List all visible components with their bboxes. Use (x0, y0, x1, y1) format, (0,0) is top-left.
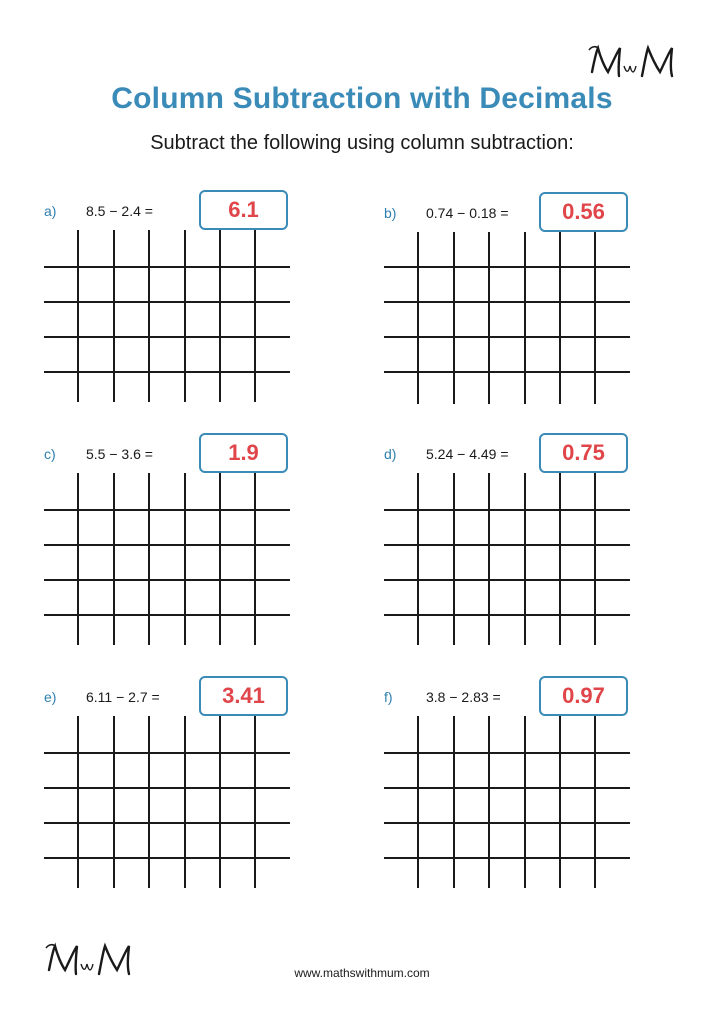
instructions: Subtract the following using column subtraction: (150, 132, 574, 154)
problem-expression: 5.5 − 3.6 = (86, 446, 153, 462)
answer-box: 0.56 (539, 192, 628, 232)
working-grid (384, 716, 630, 888)
website-url: www.mathswithmum.com (294, 966, 430, 980)
working-grid (44, 716, 290, 888)
problem-c (44, 433, 344, 653)
problem-letter: d) (384, 446, 397, 462)
answer-box: 3.41 (199, 676, 288, 716)
problem-letter: b) (384, 205, 397, 221)
problem-letter: e) (44, 689, 57, 705)
working-grid (384, 473, 630, 645)
problem-f (384, 676, 684, 896)
problem-letter: a) (44, 203, 57, 219)
problem-letter: f) (384, 689, 393, 705)
working-grid (384, 232, 630, 404)
page-title: Column Subtraction with Decimals (111, 82, 613, 115)
problem-expression: 6.11 − 2.7 = (86, 689, 160, 705)
problem-a (44, 190, 344, 410)
working-grid (44, 230, 290, 402)
problem-letter: c) (44, 446, 56, 462)
working-grid (44, 473, 290, 645)
problem-b (384, 192, 684, 412)
problem-e (44, 676, 344, 896)
problem-expression: 8.5 − 2.4 = (86, 203, 153, 219)
answer-box: 0.75 (539, 433, 628, 473)
problem-expression: 3.8 − 2.83 = (426, 689, 501, 705)
answer-box: 6.1 (199, 190, 288, 230)
mathswithmum-logo-icon (586, 42, 682, 84)
problem-d (384, 433, 684, 653)
problem-expression: 5.24 − 4.49 = (426, 446, 509, 462)
answer-box: 0.97 (539, 676, 628, 716)
answer-box: 1.9 (199, 433, 288, 473)
problem-expression: 0.74 − 0.18 = (426, 205, 509, 221)
